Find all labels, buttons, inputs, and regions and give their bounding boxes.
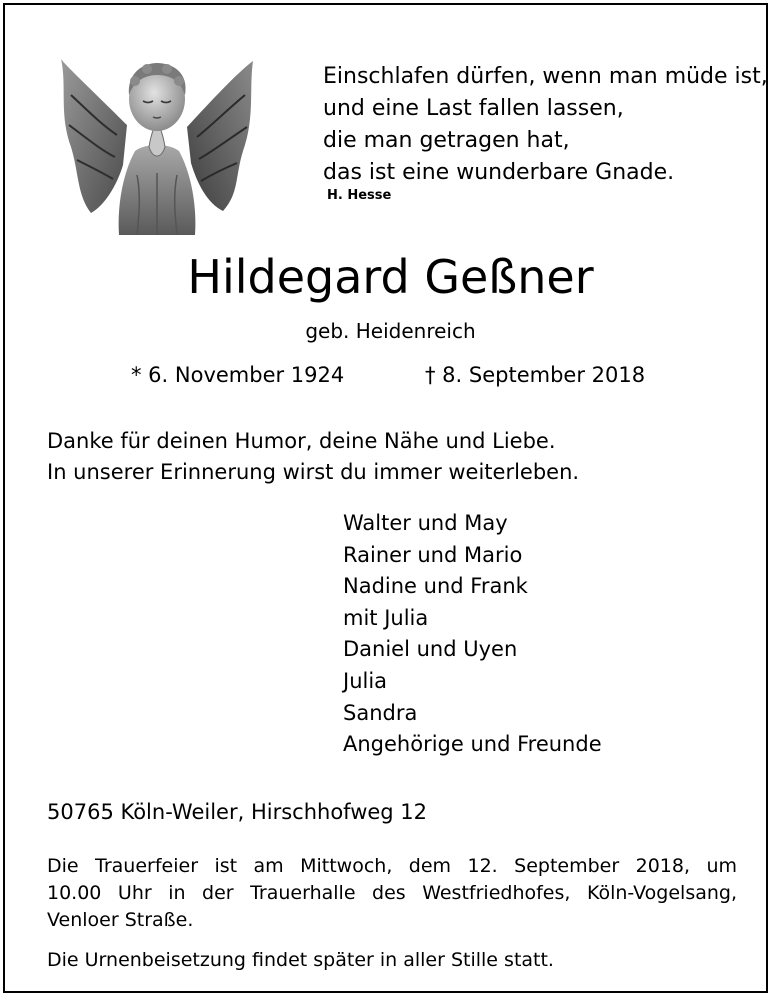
funeral-line: 10.00 Uhr in der Trauerhalle des Westfriedhofes, Köln-Vogelsang, <box>47 882 737 904</box>
birth-name: geb. Heidenreich <box>305 319 476 343</box>
list-item: Rainer und Mario <box>343 542 523 567</box>
notice-frame <box>3 3 768 993</box>
praying-angel-icon <box>57 55 257 235</box>
poem-line: und eine Last fallen lassen, <box>323 96 624 121</box>
list-item: mit Julia <box>343 605 429 630</box>
mourners-list <box>343 508 602 761</box>
thanks-line: Danke für deinen Humor, deine Nähe und Liebe. <box>47 429 556 453</box>
death-date: † 8. September 2018 <box>425 363 646 387</box>
thanks-text <box>47 426 579 488</box>
urn-note: Die Urnenbeisetzung findet später in aller Stille statt. <box>47 949 554 971</box>
poem-author: H. Hesse <box>327 188 392 203</box>
list-item: Sandra <box>343 700 418 725</box>
birth-date: * 6. November 1924 <box>131 363 345 387</box>
list-item: Angehörige und Freunde <box>343 732 602 757</box>
funeral-info <box>47 853 737 934</box>
thanks-line: In unserer Erinnerung wirst du immer weiterleben. <box>47 460 580 484</box>
list-item: Walter und May <box>343 511 508 535</box>
address: 50765 Köln-Weiler, Hirschhofweg 12 <box>47 800 428 824</box>
list-item: Julia <box>343 668 388 693</box>
funeral-line: Die Trauerfeier ist am Mittwoch, dem 12. September 2018, um <box>47 855 737 877</box>
deceased-name: Hildegard Geßner <box>187 250 594 304</box>
funeral-line: Venloer Straße. <box>47 909 194 931</box>
poem-line: Einschlafen dürfen, wenn man müde ist, <box>323 64 768 89</box>
list-item: Daniel und Uyen <box>343 637 518 662</box>
poem-line: die man getragen hat, <box>323 128 570 153</box>
poem-quote <box>323 61 768 205</box>
list-item: Nadine und Frank <box>343 574 528 599</box>
poem-line: das ist eine wunderbare Gnade. <box>323 160 675 185</box>
